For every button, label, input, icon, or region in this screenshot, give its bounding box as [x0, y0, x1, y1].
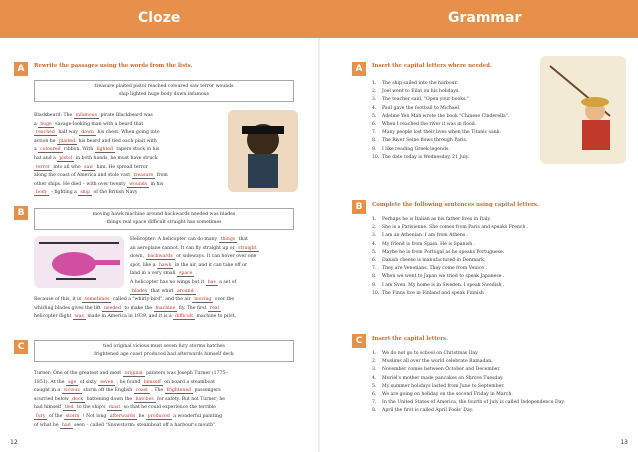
- word-list: treasure plaited pistol reached coloured saw terror wounds ship lighted huge body down infamous: [34, 80, 294, 102]
- answer-blank[interactable]: Swedish: [481, 282, 502, 288]
- list-item: 10. The date today is Wednesday, 21 July.: [372, 154, 470, 160]
- answer-blank[interactable]: himself: [143, 379, 161, 385]
- answer-blank[interactable]: space: [179, 271, 193, 277]
- answer-blank[interactable]: straight: [238, 245, 257, 251]
- answer-blank[interactable]: treasure: [133, 173, 154, 179]
- list-item: 6. Danish cheese is manufactured in Denmark.: [372, 258, 486, 264]
- answer-blank[interactable]: had: [62, 422, 71, 428]
- answer-blank[interactable]: fury: [36, 413, 46, 419]
- answer-blank[interactable]: reached: [36, 130, 55, 136]
- passage-line: land in a very small space .: [130, 271, 198, 277]
- answer-blank[interactable]: Danish: [382, 258, 399, 264]
- answer-blank[interactable]: French: [508, 225, 526, 231]
- passage-line: helicopter flight was made in America in 1939, and it is a difficult machine to pilot.: [34, 314, 236, 320]
- passage-line: 1851). At the age of sixty seven , he found himself on board a steamboat: [34, 379, 215, 385]
- list-item: 2. Joel went to Eilat on his holidays.: [372, 89, 460, 95]
- answer-blank[interactable]: seven: [100, 379, 114, 385]
- list-item: 6. When I reached the river it was in flood.: [372, 122, 477, 128]
- passage-line: whirling blades gives the lift needed to make the machine fly. The first real: [34, 305, 219, 311]
- passage-helicopter: [34, 236, 259, 322]
- list-item: 8. The River Seine flows through Paris.: [372, 138, 468, 144]
- passage-line: a coloured ribbon. With lighted tapers stuck in his: [34, 147, 160, 153]
- list-item: 4. Muriel's mother made pancakes on Shrove Tuesday.: [372, 375, 504, 381]
- header-bar: [0, 0, 638, 38]
- answer-blank[interactable]: body: [36, 190, 48, 196]
- instruction: Insert the capital letters.: [372, 336, 448, 342]
- passage-line: a huge savage-looking man with a beard that: [34, 121, 144, 127]
- list-item: 5. Adeline Yen Mah wrote the book "Chinese Cinderella".: [372, 113, 510, 119]
- answer-blank[interactable]: Paris: [468, 225, 480, 231]
- list-item: 8. April the first is called April Fools' Day.: [372, 408, 474, 414]
- answer-blank[interactable]: things: [220, 237, 236, 242]
- passage-line: body – fighting a ship of the British Navy: [36, 190, 138, 196]
- fisherman-illustration: [540, 56, 626, 164]
- passage-line: Because of this, it is sometimes called a "whirly-bird", and the air moving over the: [34, 297, 235, 303]
- answer-blank[interactable]: deck: [72, 396, 84, 402]
- answer-blank[interactable]: machine: [155, 305, 176, 311]
- answer-blank[interactable]: coloured: [40, 147, 61, 153]
- passage-line: Blackbeard: The infamous pirate Blackbeard was: [34, 113, 153, 118]
- answer-blank[interactable]: Athens: [449, 233, 466, 239]
- answer-blank[interactable]: ship: [80, 190, 91, 196]
- list-item: 9. I am Sven. My home is in Sweden. I speak Swedish .: [372, 282, 505, 288]
- list-item: 10. The Finns live in Finland and speak Finnish .: [372, 290, 487, 296]
- passage-line: down, backwards or sideways. It can hover over one: [130, 254, 257, 260]
- answer-blank[interactable]: has: [207, 279, 216, 285]
- word-list: moving hawk machine around backwards needed was blades things real space difficult straight has sometimes: [34, 208, 294, 230]
- passage-line: Helicopter: A helicopter can do many things that: [130, 237, 248, 242]
- answer-blank[interactable]: coast: [135, 388, 148, 394]
- section-badge: A: [14, 62, 28, 76]
- answer-blank[interactable]: sometimes: [84, 297, 110, 303]
- answer-blank[interactable]: storm: [65, 413, 80, 419]
- passage-turner: [34, 370, 228, 430]
- section-badge: C: [14, 340, 28, 354]
- answer-blank[interactable]: pistol: [59, 155, 73, 161]
- list-item: 3. I am an Athenian. I am from Athens .: [372, 233, 469, 239]
- answer-blank[interactable]: real: [209, 305, 219, 311]
- answer-blank[interactable]: moving: [194, 297, 212, 303]
- passage-line: caught in a vicious storm off the English coast . The frightened passengers: [34, 388, 221, 394]
- list-item: 3. The teacher said, "Open your books.": [372, 97, 469, 103]
- passage-line: scurried below deck battening down the hatches for safety. But not Turner; he: [34, 396, 226, 402]
- answer-blank[interactable]: plaited: [58, 138, 76, 144]
- passage-line: an aeroplane cannot. It can fly straight up or straight: [130, 245, 257, 251]
- list-item: 1. Perhaps he is Italian as his father lives in Italy.: [372, 217, 491, 222]
- capital-list-a: [372, 80, 509, 162]
- answer-blank[interactable]: Japanese: [480, 274, 502, 280]
- list-item: 7. In the United States of America, the fourth of July is called Independence Day.: [372, 400, 565, 406]
- passage-blackbeard: [34, 112, 168, 198]
- list-item: 2. Muslims all over the world celebrate Ramadan.: [372, 359, 493, 365]
- capital-list-c: [372, 350, 565, 416]
- pirate-illustration: [228, 110, 298, 192]
- section-badge: B: [14, 206, 28, 220]
- instruction: Rewrite the passages using the words from the lists.: [34, 63, 193, 69]
- answer-blank[interactable]: Venice: [468, 266, 484, 272]
- passage-line: blades that whirl around .: [132, 288, 199, 294]
- passage-line: terror into all who saw him. He spread terror: [36, 164, 148, 170]
- page-title-left: Cloze: [138, 10, 181, 26]
- answer-blank[interactable]: Finnish: [466, 290, 484, 296]
- section-badge: C: [352, 334, 366, 348]
- passage-line: along the coast of America and stole vast treasure from: [34, 173, 168, 179]
- passage-line: of what he had seen – called "Snowstorm: steamboat off a harbour's mouth".: [34, 422, 217, 428]
- answer-blank[interactable]: difficult: [175, 314, 194, 320]
- answer-blank[interactable]: blades: [132, 288, 148, 294]
- list-item: 2. She is a Parisienne. She comes from Paris and speaks French .: [372, 225, 529, 231]
- passage-line: A helicopter has no wings but it has a set of: [130, 279, 237, 285]
- answer-blank[interactable]: produced: [147, 413, 170, 419]
- answer-blank[interactable]: vicious: [63, 388, 80, 394]
- section-badge: A: [352, 62, 366, 76]
- answer-blank[interactable]: around: [176, 288, 194, 294]
- answer-blank[interactable]: Finns: [392, 290, 406, 296]
- passage-line: had himself tied to the ship's mast so that he could experience the terrible: [34, 405, 217, 411]
- page-title-right: Grammar: [448, 10, 522, 26]
- answer-blank[interactable]: lighted: [96, 147, 113, 153]
- answer-blank[interactable]: hawk: [158, 262, 172, 268]
- list-item: 8. When we went to Japan we tried to speak Japanese .: [372, 274, 505, 280]
- word-list: tied original vicious must seven fury storms hatches frightened age coast produced had afterwards himself deck: [34, 340, 294, 362]
- list-item: 3. November comes between October and December.: [372, 367, 501, 373]
- instruction: Insert the capital letters where needed.: [372, 63, 492, 69]
- answer-blank[interactable]: mast: [108, 405, 121, 411]
- instruction: Complete the following sentences using capital letters.: [372, 202, 539, 208]
- list-item: 7. They are Venetians. They come from Venice .: [372, 266, 487, 272]
- list-item: 1. We do not go to school on Christmas Day.: [372, 351, 479, 356]
- answer-blank[interactable]: huge: [40, 121, 52, 127]
- list-item: 6. We are going on holiday on the second Friday in March.: [372, 392, 513, 398]
- answer-blank[interactable]: Italian: [414, 217, 430, 222]
- passage-line: action he plaited his beard and tied each plait with: [34, 138, 157, 144]
- list-item: 5. My summer holidays lasted from June to September.: [372, 383, 505, 389]
- answer-blank[interactable]: wounds: [129, 181, 148, 187]
- passage-line: other ships. He died – with over twenty wounds in his: [34, 181, 164, 187]
- passage-line: spot, like a hawk in the air, and it can take off or: [130, 262, 248, 268]
- list-item: 7. Many people lost their lives when the Titanic sank.: [372, 130, 501, 136]
- passage-line: Turner: One of the greatest and most original painters was Joseph Turner (1775–: [34, 371, 228, 376]
- answer-blank[interactable]: original: [124, 371, 143, 376]
- answer-blank[interactable]: needed: [103, 305, 121, 311]
- answer-blank[interactable]: Portugal: [424, 249, 444, 255]
- answer-blank[interactable]: hatches: [135, 396, 154, 402]
- list-item: 1. The ship sailed into the harbour.: [372, 81, 458, 86]
- page-spine: [318, 38, 320, 452]
- answer-blank[interactable]: down: [81, 130, 94, 136]
- answer-blank[interactable]: was: [74, 314, 84, 320]
- answer-blank[interactable]: tied: [64, 405, 74, 411]
- answer-blank[interactable]: afterwards: [109, 413, 136, 419]
- list-item: 4. My friend is from Spain. He is Spanish .: [372, 241, 476, 247]
- passage-line: fury of the storm ! Not long afterwards he produced a wonderful painting: [36, 413, 222, 419]
- passage-line: hat and a pistol in both hands, he must have struck: [34, 155, 158, 161]
- passage-line: reached half way down his chest. When going into: [36, 130, 160, 136]
- answer-blank[interactable]: infamous: [75, 113, 97, 118]
- list-item: 9. I like reading Greek legends.: [372, 146, 450, 152]
- answer-blank[interactable]: terror: [36, 164, 50, 170]
- answer-blank[interactable]: frightened: [166, 388, 191, 394]
- page-number-left: 12: [10, 439, 18, 446]
- answer-blank[interactable]: Spanish: [453, 241, 473, 247]
- capital-list-b: [372, 216, 528, 298]
- answer-blank[interactable]: age: [67, 379, 77, 385]
- list-item: 5. Maybe he is from Portugal as he speaks Portuguese.: [372, 249, 505, 255]
- answer-blank[interactable]: saw: [84, 164, 94, 170]
- page-number-right: 13: [620, 439, 628, 446]
- answer-blank[interactable]: backwards: [147, 254, 173, 260]
- list-item: 4. Paul gave the football to Michael.: [372, 105, 461, 111]
- section-badge: B: [352, 200, 366, 214]
